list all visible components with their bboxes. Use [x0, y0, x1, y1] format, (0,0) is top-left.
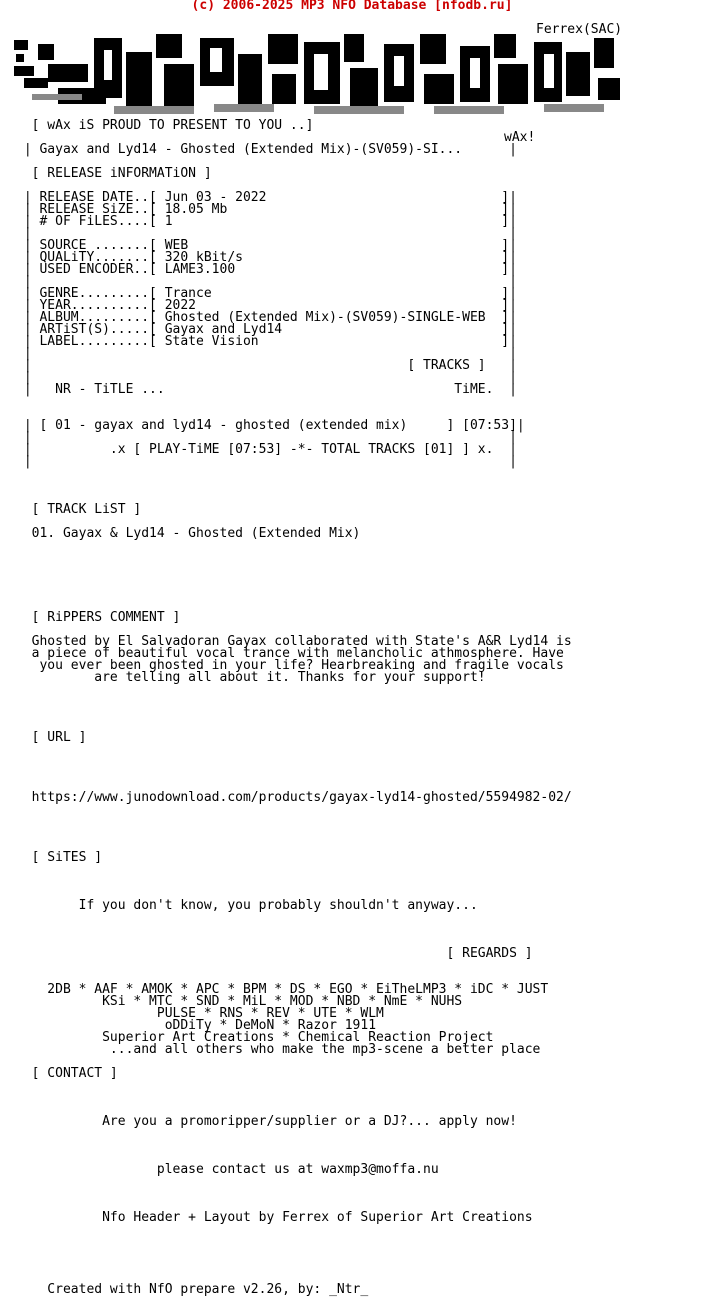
nfo-line [16, 1236, 572, 1248]
nfo-line: | NR - TiTLE ... TiME. | [16, 382, 517, 397]
nfo-line [16, 1092, 572, 1104]
nfo-line [16, 828, 572, 840]
nfo-line: | | [16, 430, 517, 445]
nfo-line: you ever been ghosted in your life? Hearbreaking and fragile vocals [16, 658, 564, 673]
nfo-line: 01. Gayax & Lyd14 - Ghosted (Extended Mix) [16, 526, 361, 541]
nfo-body [16, 120, 572, 1296]
nfo-line: | | [16, 274, 517, 289]
artist-signature: Ferrex(SAC) [536, 22, 623, 37]
nfo-line: https://www.junodownload.com/products/gayax-lyd14-ghosted/5594982-02/ [16, 790, 572, 805]
nfo-line: [ SiTES ] [16, 850, 103, 865]
nfo-line: [ TRACK LiST ] [16, 502, 142, 517]
nfo-line [16, 1188, 572, 1200]
nfo-line [16, 864, 572, 876]
nfo-line: | # OF FiLES....[ 1 ]| [16, 214, 517, 229]
nfo-line [16, 912, 572, 924]
nfo-line: | GENRE.........[ Trance ]| [16, 286, 517, 301]
nfo-line: | SOURCE .......[ WEB ]| [16, 238, 517, 253]
nfo-line: | YEAR..........[ 2022 ]| [16, 298, 517, 313]
nfo-line [16, 564, 572, 576]
nfo-line [16, 960, 572, 972]
nfo-line [16, 756, 572, 768]
nfo-line [16, 768, 572, 780]
nfo-line: | USED ENCODER..[ LAME3.100 ]| [16, 262, 517, 277]
nfo-line [16, 720, 572, 732]
nfo-line: [ wAx iS PROUD TO PRESENT TO YOU ..] [16, 118, 314, 133]
nfo-line: a piece of beautiful vocal trance with melancholic athmosphere. Have [16, 646, 564, 661]
nfo-line: [ RELEASE iNFORMATiON ] [16, 166, 494, 181]
nfo-line: 2DB * AAF * AMOK * APC * BPM * DS * EGO * EiTheLMP3 * iDC * JUST [16, 982, 549, 997]
nfo-line [16, 924, 572, 936]
nfo-line: Superior Art Creations * Chemical Reaction Project [16, 1030, 494, 1045]
nfo-line: | | [16, 226, 517, 241]
nfo-line [16, 540, 572, 552]
nfo-line: | Gayax and Lyd14 - Ghosted (Extended Mix)-(SV059)-SI... | [16, 142, 517, 157]
nfo-line [16, 804, 572, 816]
nfo-line [16, 396, 572, 408]
nfo-line: KSi * MTC * SND * MiL * MOD * NBD * NmE * NUHS [16, 994, 463, 1009]
nfo-line: | ALBUM.........[ Ghosted (Extended Mix)-(SV059)-SINGLE-WEB ]| [16, 310, 517, 325]
nfo-line [16, 684, 572, 696]
nfo-line [16, 1176, 572, 1188]
nfo-line: | ARTiST(S).....[ Gayax and Lyd14 ]| [16, 322, 517, 337]
nfo-line [16, 708, 572, 720]
nfo-line [16, 744, 572, 756]
nfo-line [16, 696, 572, 708]
nfo-line: PULSE * RNS * REV * UTE * WLM [16, 1006, 384, 1021]
nfo-line [16, 552, 572, 564]
nfo-line: [ CONTACT ] [16, 1066, 118, 1081]
nfo-line [16, 1140, 572, 1152]
nfo-line: Nfo Header + Layout by Ferrex of Superior Art Creations [16, 1210, 533, 1225]
nfo-line: If you don't know, you probably shouldn't anyway... [16, 898, 478, 913]
nfo-line: Ghosted by El Salvadoran Gayax collaborated with State's A&R Lyd14 is [16, 634, 572, 649]
site-header: (c) 2006-2025 MP3 NFO Database [nfodb.ru] [191, 0, 513, 13]
nfo-line [16, 588, 572, 600]
nfo-line: | RELEASE DATE..[ Jun 03 - 2022 ]| [16, 190, 517, 205]
nfo-line: | | [16, 370, 517, 385]
nfo-line: are telling all about it. Thanks for your support! [16, 670, 486, 685]
nfo-line: Are you a promoripper/supplier or a DJ?... apply now! [16, 1114, 517, 1129]
nfo-line: | [ 01 - gayax and lyd14 - ghosted (extended mix) ] [07:53]| [16, 418, 525, 433]
nfo-line: | .x [ PLAY-TiME [07:53] -*- TOTAL TRACKS [01] ] x. | [16, 442, 517, 457]
logo-tag: wAx! [504, 130, 536, 145]
nfo-line: | QUALiTY.......[ 320 kBit/s ]| [16, 250, 517, 265]
nfo-line: | RELEASE SiZE..[ 18.05 Mb ]| [16, 202, 517, 217]
nfo-line [16, 816, 572, 828]
nfo-line [16, 1260, 572, 1272]
nfo-line [16, 1272, 572, 1284]
nfo-line [16, 1128, 572, 1140]
nfo-line [16, 1080, 572, 1092]
nfo-line [16, 876, 572, 888]
nfo-line: please contact us at waxmp3@moffa.nu [16, 1162, 439, 1177]
nfo-line: [ URL ] [16, 730, 87, 745]
nfo-line [16, 468, 572, 480]
nfo-line: | | [16, 346, 517, 361]
nfo-line: [ REGARDS ] [16, 946, 533, 961]
nfo-line: [ RiPPERS COMMENT ] [16, 610, 181, 625]
nfo-line: | | [16, 454, 517, 469]
nfo-line: oDDiTy * DeMoN * Razor 1911 [16, 1018, 377, 1033]
nfo-line: Created with NfO prepare v2.26, by: _Ntr_ [16, 1282, 369, 1297]
nfo-line [16, 1248, 572, 1260]
nfo-line [16, 480, 572, 492]
nfo-line [16, 1224, 572, 1236]
nfo-line [16, 576, 572, 588]
wax-ascii-logo [14, 34, 626, 118]
nfo-line: ...and all others who make the mp3-scene a better place [16, 1042, 541, 1057]
nfo-line: | [ TRACKS ] | [16, 358, 517, 373]
nfo-line: | LABEL.........[ State Vision ]| [16, 334, 517, 349]
